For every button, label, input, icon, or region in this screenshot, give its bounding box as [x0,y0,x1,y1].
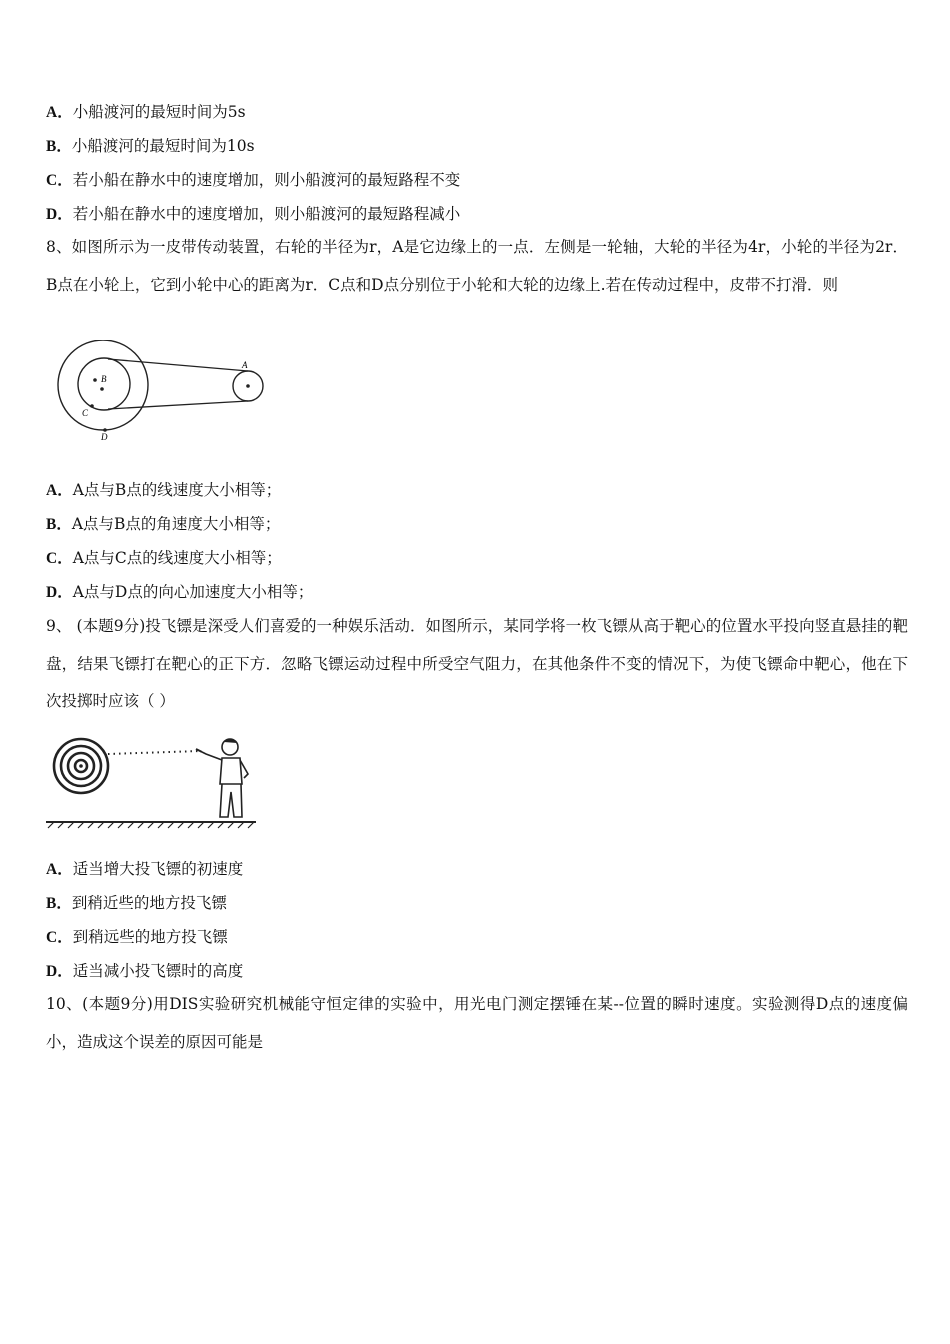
belt-drive-diagram [48,340,273,450]
q9-option-c [46,927,228,948]
option-text: 到稍远些的地方投飞镖 [72,928,228,946]
label-c: C [82,408,89,418]
bullseye [79,764,83,768]
q7-option-d [46,204,460,225]
point-center [93,378,97,382]
q8-option-d [46,582,313,603]
q7-option-c [46,170,460,191]
label-d: D [101,432,108,442]
option-text: 小船渡河的最短时间为5s [72,103,246,121]
option-key: A． [46,482,73,499]
q9-option-b [46,893,227,914]
q8-option-b [46,514,280,535]
option-key: B． [46,516,72,533]
option-text: 若小船在静水中的速度增加，则小船渡河的最短路程减小 [72,205,461,223]
belt-top [108,359,248,371]
option-key: D． [46,584,73,601]
option-key: A． [46,104,73,121]
q8-option-c [46,548,282,569]
option-text: 若小船在静水中的速度增加，则小船渡河的最短路程不变 [72,171,461,189]
option-key: A． [46,861,73,878]
option-text: A点与C点的线速度大小相等； [72,549,282,567]
option-key: D． [46,963,73,980]
option-text: 适当减小投飞镖时的高度 [72,962,244,980]
q9-stem: 9、 (本题9分)投飞镖是深受人们喜爱的一种娱乐活动．如图所示，某同学将一枚飞镖从高于靶心的位置水平投向竖直悬挂的靶盘，结果飞镖打在靶心的正下方．忽略飞镖运动过程中所受空气阻力，在其他条件不变的情况下，为使飞镖命中靶心，他在下次投掷时应该（ ） [46,617,908,710]
point-c [90,404,94,408]
option-text: 小船渡河的最短时间为10s [71,137,255,155]
dart-figure [46,722,261,830]
small-wheel [78,358,130,410]
thrower-legs [220,784,242,817]
thrower-body [220,758,242,784]
option-key: C． [46,550,73,567]
large-wheel [58,340,148,430]
dart-diagram [46,722,261,830]
option-key: B． [46,138,72,155]
thrower-arm [202,752,222,760]
belt-drive-figure [48,340,273,450]
q9-option-a [46,859,243,880]
option-key: D． [46,206,73,223]
q8-option-a [46,480,281,501]
option-key: C． [46,929,73,946]
q8-stem: 8、如图所示为一皮带传动装置，右轮的半径为r，A是它边缘上的一点．左侧是一轮轴，大轮的半径为4r，小轮的半径为2r．B点在小轮上，它到小轮中心的距离为r．C点和D点分别位于小轮和大轮的边缘上.若在传动过程中，皮带不打滑．则 [46,238,908,294]
option-text: A点与D点的向心加速度大小相等； [72,583,314,601]
option-text: 适当增大投飞镖的初速度 [72,860,244,878]
label-a: A [242,360,248,370]
q7-option-a [46,102,246,123]
option-text: A点与B点的线速度大小相等； [72,481,282,499]
q7-option-b [46,136,255,157]
option-key: B． [46,895,72,912]
option-text: A点与B点的角速度大小相等； [71,515,281,533]
label-b: B [101,374,107,384]
dart-path [108,751,200,754]
option-text: 到稍近些的地方投飞镖 [71,894,227,912]
belt-bottom [108,401,248,409]
q9-option-d [46,961,243,982]
point-b [100,387,104,391]
point-a [246,384,250,388]
option-key: C． [46,172,73,189]
q10-stem: 10、(本题9分)用DIS实验研究机械能守恒定律的实验中，用光电门测定摆锤在某--位置的瞬时速度。实验测得D点的速度偏小，造成这个误差的原因可能是 [46,995,908,1051]
